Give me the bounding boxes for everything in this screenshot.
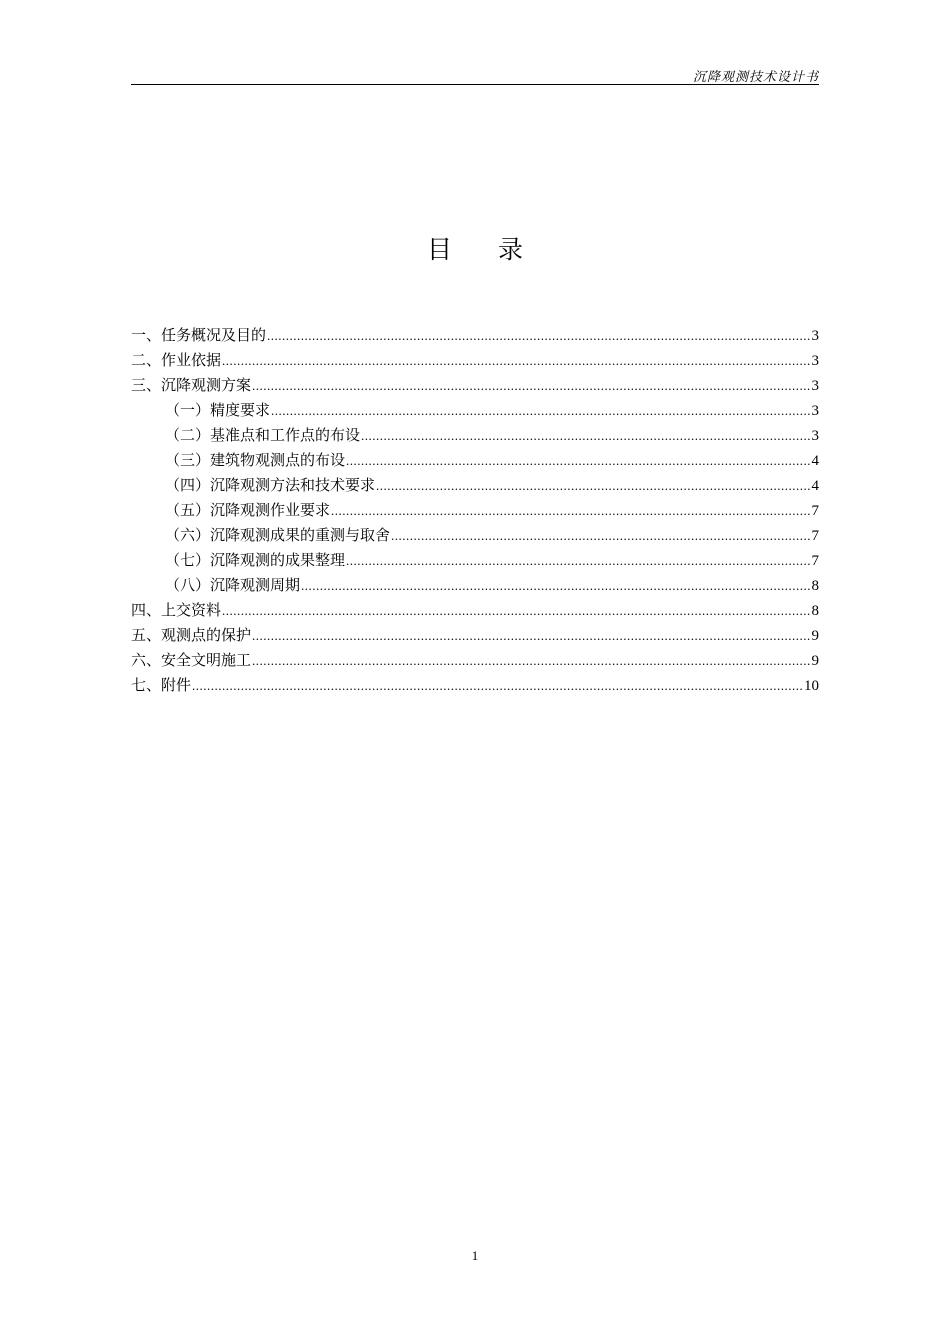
- toc-entry[interactable]: [131, 673, 819, 698]
- toc-dot-leader: [252, 623, 810, 648]
- toc-dot-leader: [252, 373, 810, 398]
- toc-entry-page: 7: [811, 553, 819, 569]
- toc-entry-label: 一、任务概况及目的: [131, 326, 267, 344]
- toc-entry[interactable]: [131, 448, 819, 473]
- toc-entry[interactable]: [131, 398, 819, 423]
- toc-title: 目录: [426, 235, 569, 264]
- toc-entry-page: 9: [811, 653, 819, 669]
- page-number: 1: [471, 1248, 479, 1263]
- toc-dot-leader: [271, 398, 810, 423]
- toc-entry-page: 4: [811, 478, 819, 494]
- toc-entry-page: 10: [804, 678, 819, 694]
- toc-entry[interactable]: [131, 648, 819, 673]
- toc-entry-page: 9: [811, 628, 819, 644]
- toc-entry-label: （三）建筑物观测点的布设: [165, 451, 346, 469]
- toc-entry-page: 7: [811, 503, 819, 519]
- toc-entry-label: （七）沉降观测的成果整理: [165, 551, 346, 569]
- toc-dot-leader: [346, 448, 810, 473]
- toc-dot-leader: [391, 523, 810, 548]
- toc-entry-label: 二、作业依据: [131, 351, 222, 369]
- toc-entry-label: （二）基准点和工作点的布设: [165, 426, 361, 444]
- toc-entry[interactable]: [131, 598, 819, 623]
- toc-dot-leader: [222, 598, 810, 623]
- toc-dot-leader: [361, 423, 810, 448]
- toc-dot-leader: [192, 673, 803, 698]
- toc-entry-label: （一）精度要求: [165, 401, 271, 419]
- toc-entry[interactable]: [131, 623, 819, 648]
- toc-entry-page: 8: [811, 578, 819, 594]
- toc-dot-leader: [331, 498, 810, 523]
- toc-entry[interactable]: [131, 373, 819, 398]
- toc-dot-leader: [346, 548, 810, 573]
- toc-entry[interactable]: [131, 498, 819, 523]
- toc-entry-label: （八）沉降观测周期: [165, 576, 301, 594]
- toc-entry-label: 三、沉降观测方案: [131, 376, 252, 394]
- toc-entry[interactable]: [131, 423, 819, 448]
- table-of-contents: [131, 323, 819, 698]
- toc-entry-page: 3: [811, 328, 819, 344]
- toc-entry[interactable]: [131, 348, 819, 373]
- running-header: 沉降观测技术设计书: [692, 70, 819, 85]
- toc-dot-leader: [252, 648, 810, 673]
- toc-entry-page: 3: [811, 428, 819, 444]
- toc-entry[interactable]: [131, 573, 819, 598]
- toc-entry-page: 7: [811, 528, 819, 544]
- toc-entry-label: 七、附件: [131, 676, 192, 694]
- toc-dot-leader: [222, 348, 810, 373]
- toc-entry-label: （六）沉降观测成果的重测与取舍: [165, 526, 391, 544]
- header-divider: [131, 84, 819, 85]
- toc-entry[interactable]: [131, 473, 819, 498]
- toc-entry-label: 六、安全文明施工: [131, 651, 252, 669]
- toc-dot-leader: [301, 573, 810, 598]
- toc-dot-leader: [267, 323, 810, 348]
- toc-entry-label: 五、观测点的保护: [131, 626, 252, 644]
- toc-entry-label: （四）沉降观测方法和技术要求: [165, 476, 376, 494]
- toc-entry-page: 3: [811, 378, 819, 394]
- toc-entry-page: 4: [811, 453, 819, 469]
- toc-entry[interactable]: [131, 548, 819, 573]
- toc-entry-page: 8: [811, 603, 819, 619]
- toc-entry-label: 四、上交资料: [131, 601, 222, 619]
- toc-dot-leader: [376, 473, 810, 498]
- toc-entry-page: 3: [811, 403, 819, 419]
- toc-entry[interactable]: [131, 323, 819, 348]
- toc-entry-page: 3: [811, 353, 819, 369]
- toc-entry-label: （五）沉降观测作业要求: [165, 501, 331, 519]
- toc-entry[interactable]: [131, 523, 819, 548]
